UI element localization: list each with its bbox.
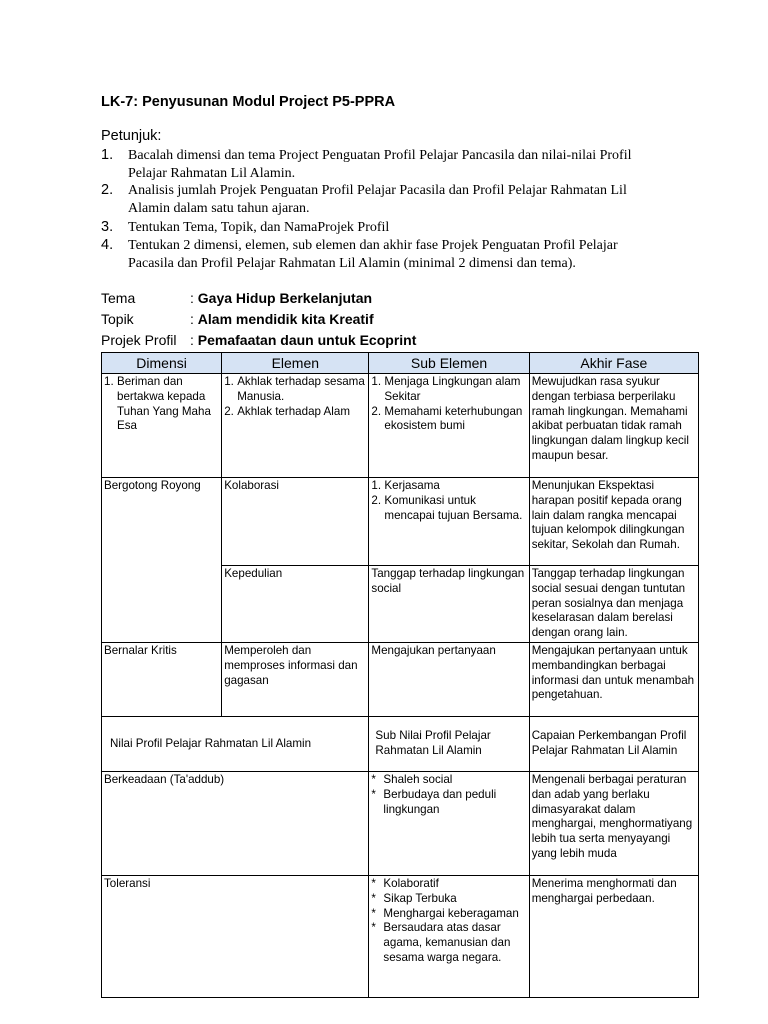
cell-sub-elemen [369,374,529,478]
header-akhir-fase: Akhir Fase [529,353,698,374]
sub-elemen-text: Memahami keterhubungan ekosistem bumi [384,404,523,433]
subheader-sub-nilai: Sub Nilai Profil Pelajar Rahmatan Lil Alamin [369,716,529,771]
instruction-text: Tentukan 2 dimensi, elemen, sub elemen dan akhir fase Projek Penguatan Profil Pelajar Pacasila dan Profil Pelajar Rahmatan Lil Alamin (minimal 2 dimensi dan tema). [128,238,618,271]
instructions-label: Petunjuk: [101,128,162,144]
sub-nilai-text: Kolaboratif [383,876,439,890]
instruction-item [101,182,658,217]
document-title: LK-7: Penyusunan Modul Project P5-PPRA [101,94,396,110]
cell-elemen: Memperoleh dan memproses informasi dan gagasan [222,642,369,716]
list-number: 1. [371,375,382,388]
list-number: 1. [104,375,114,388]
cell-akhir-fase: Mewujudkan rasa syukur dengan terbiasa berperilaku ramah lingkungan. Memahami akibat perbuatan tidak ramah lingkungan dalam lingkup kecil maupun besar. [529,374,698,478]
bullet-star: * [371,876,376,890]
cell-sub-nilai [369,771,529,875]
cell-dimensi [102,374,222,478]
subheader-capaian: Capaian Perkembangan Profil Pelajar Rahmatan Lil Alamin [529,716,698,771]
cell-akhir-fase: Menunjukan Ekspektasi harapan positif kepada orang lain dalam rangka mencapai tujuan kelompok dilingkungan sekitar, Sekolah dan Rumah. [529,478,698,566]
sub-elemen-text: Kerjasama [384,479,440,492]
instruction-text: Analisis jumlah Projek Penguatan Profil Pelajar Pacasila dan Profil Pelajar Rahmatan Lil Alamin dalam satu tahun ajaran. [128,183,627,216]
instruction-text: Tentukan Tema, Topik, dan NamaProjek Profil [128,220,390,235]
instruction-text: Bacalah dimensi dan tema Project Penguatan Profil Pelajar Pancasila dan nilai-nilai Profil Pelajar Rahmatan Lil Alamin. [128,148,632,181]
sub-nilai-text: Menghargai keberagaman [383,906,519,920]
bullet-star: * [371,787,376,801]
cell-nilai: Toleransi [102,875,369,997]
instruction-number: 4. [101,237,114,253]
cell-akhir-fase: Tanggap terhadap lingkungan social sesuai dengan tuntutan peran sosialnya dan menjaga keselarasan dalam berelasi dengan orang lain. [529,566,698,643]
projek-label: Projek Profil [101,332,177,348]
cell-dimensi: Bernalar Kritis [102,642,222,716]
dimension-table [101,352,699,998]
list-number: 2. [371,493,382,507]
dimensi-text: Beriman dan bertakwa kepada Tuhan Yang Maha Esa [117,375,211,433]
tema-value: Gaya Hidup Berkelanjutan [197,290,373,306]
separator: : [190,332,198,348]
elemen-text: Akhlak terhadap sesama Manusia. [237,375,365,403]
cell-akhir-fase: Mengajukan pertanyaan untuk membandingkan berbagai informasi dan untuk menambah pengetahuan. [529,642,698,716]
separator: : [190,311,198,327]
tema-label: Tema [101,290,136,306]
instruction-item [101,237,658,272]
cell-sub-elemen: Tanggap terhadap lingkungan social [369,566,529,643]
elemen-text: Akhlak terhadap Alam [237,404,350,418]
topik-label: Topik [101,311,134,327]
list-number: 1. [224,375,234,388]
sub-elemen-text: Komunikasi untuk mencapai tujuan Bersama. [384,493,523,522]
cell-nilai: Berkeadaan (Ta'addub) [102,771,369,875]
table-row [102,875,699,997]
table-row [102,771,699,875]
sub-nilai-text: Berbudaya dan peduli lingkungan [383,787,497,816]
table-header-row [102,353,699,374]
cell-capaian: Mengenali berbagai peraturan dan adab yang berlaku dimasyarakat dalam menghargai, menghormatiyang lebih tua serta menyayangi yang lebih muda [529,771,698,875]
list-number: 1. [371,479,382,492]
instruction-number: 3. [101,219,114,235]
cell-sub-elemen [369,478,529,566]
bullet-star: * [371,921,376,935]
header-dimensi: Dimensi [102,353,222,374]
sub-nilai-text: Shaleh social [383,772,453,786]
cell-elemen [222,374,369,478]
cell-elemen: Kolaborasi [222,478,369,566]
projek-value: Pemafaatan daun untuk Ecoprint [197,332,417,348]
header-elemen: Elemen [222,353,369,374]
cell-sub-elemen: Mengajukan pertanyaan [369,642,529,716]
cell-sub-nilai [369,875,529,997]
sub-nilai-text: Bersaudara atas dasar agama, kemanusian dan sesama warga negara. [383,921,511,964]
bullet-star: * [371,772,376,786]
cell-elemen: Kepedulian [222,566,369,643]
table-row [102,642,699,716]
bullet-star: * [371,891,376,905]
bullet-star: * [371,906,376,920]
sub-elemen-text: Menjaga Lingkungan alam Sekitar [384,375,521,403]
table-subheader-row [102,716,699,771]
instruction-number: 1. [101,147,114,163]
instruction-item [101,219,658,237]
separator: : [190,290,198,306]
subheader-nilai: Nilai Profil Pelajar Rahmatan Lil Alamin [102,716,369,771]
header-sub-elemen: Sub Elemen [369,353,529,374]
topik-value: Alam mendidik kita Kreatif [197,311,374,327]
sub-nilai-text: Sikap Terbuka [383,891,457,905]
instruction-number: 2. [101,182,114,198]
list-number: 2. [224,404,234,418]
table-row [102,478,699,566]
instruction-item [101,147,658,182]
cell-dimensi: Bergotong Royong [102,478,222,643]
table-row [102,374,699,478]
cell-capaian: Menerima menghormati dan menghargai perbedaan. [529,875,698,997]
list-number: 2. [371,404,382,418]
